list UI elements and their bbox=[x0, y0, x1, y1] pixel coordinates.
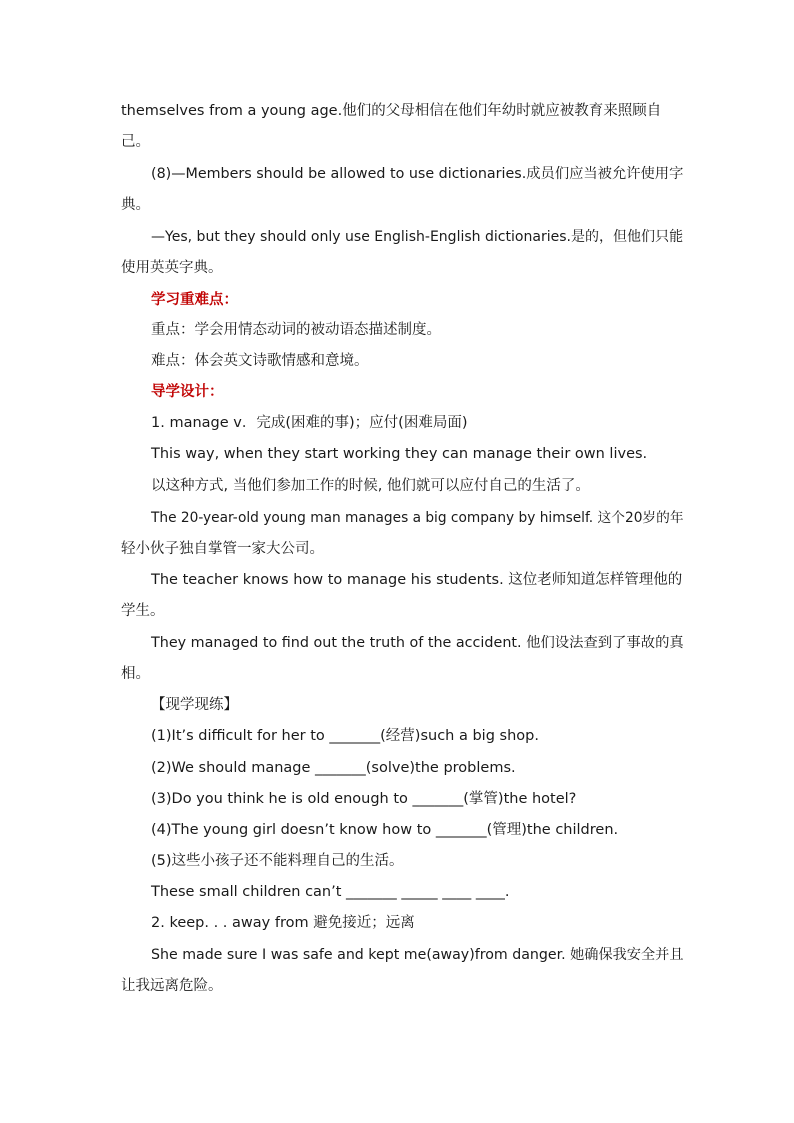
text-line: 以这种方式, 当他们参加工作的时候, 他们就可以应付自己的生活了。 bbox=[151, 478, 590, 494]
text-line: 2. keep. . . away from 避免接近；远离 bbox=[151, 915, 415, 931]
text-line: themselves from a young age.他们的父母相信在他们年幼时就应被教育来照顾自 bbox=[121, 103, 662, 119]
text-line: 轻小伙子独自掌管一家大公司。 bbox=[121, 541, 324, 557]
text-line: She made sure I was safe and kept me(away)from danger. 她确保我安全并且 bbox=[151, 947, 684, 963]
text-line: 让我远离危险。 bbox=[121, 978, 223, 994]
text-line: 【现学现练】 bbox=[151, 697, 238, 713]
text-line: (1)It’s difficult for her to _______(经营)such a big shop. bbox=[151, 728, 539, 744]
text-line: This way, when they start working they can manage their own lives. bbox=[151, 446, 648, 462]
text-line: The 20-year-old young man manages a big company by himself. 这个20岁的年 bbox=[151, 510, 684, 526]
text-line: (8)—Members should be allowed to use dictionaries.成员们应当被允许使用字 bbox=[151, 166, 684, 182]
text-line: (5)这些小孩子还不能料理自己的生活。 bbox=[151, 853, 404, 869]
text-line: (2)We should manage _______(solve)the problems. bbox=[151, 760, 516, 776]
section-heading: 学习重难点： bbox=[151, 292, 238, 308]
text-line: 典。 bbox=[121, 197, 150, 213]
text-line: 相。 bbox=[121, 666, 150, 682]
text-line: These small children can’t _______ _____ ____ ____. bbox=[151, 884, 510, 900]
text-line: 重点：学会用情态动词的被动语态描述制度。 bbox=[151, 322, 441, 338]
text-line: 难点：体会英文诗歌情感和意境。 bbox=[151, 353, 369, 369]
text-line: 使用英英字典。 bbox=[121, 260, 223, 276]
text-line: (4)The young girl doesn’t know how to _______(管理)the children. bbox=[151, 822, 619, 838]
text-line: 己。 bbox=[121, 134, 150, 150]
section-heading: 导学设计： bbox=[151, 384, 224, 400]
text-line: 1. manage v．完成(困难的事)；应付(困难局面) bbox=[151, 415, 468, 431]
text-line: 学生。 bbox=[121, 603, 165, 619]
text-line: They managed to find out the truth of the accident. 他们设法查到了事故的真 bbox=[151, 635, 684, 651]
text-line: The teacher knows how to manage his students. 这位老师知道怎样管理他的 bbox=[151, 572, 683, 588]
text-line: (3)Do you think he is old enough to _______(掌管)the hotel? bbox=[151, 791, 577, 807]
text-line: —Yes, but they should only use English-English dictionaries.是的，但他们只能 bbox=[151, 229, 684, 245]
